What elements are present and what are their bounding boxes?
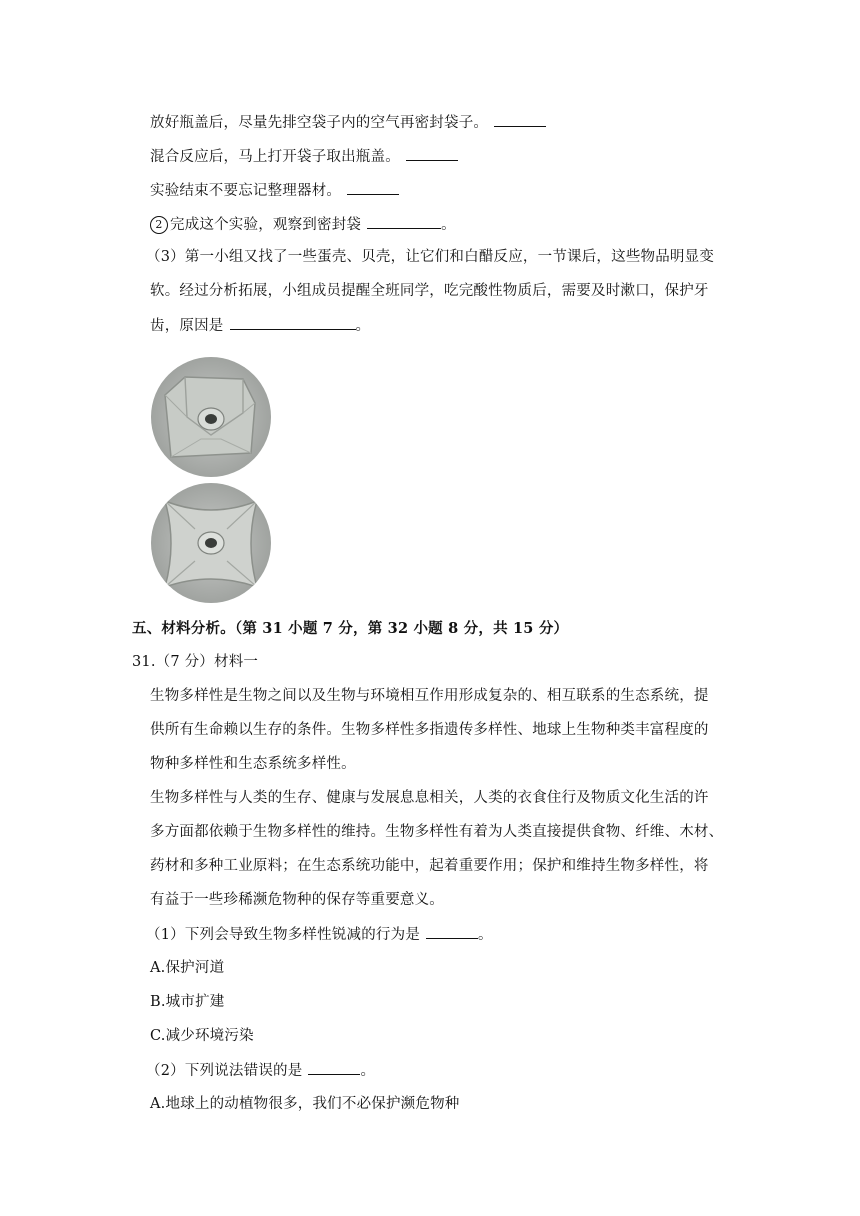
material-p2-line-2 (150, 822, 723, 842)
answer-blank-7[interactable] (308, 1060, 360, 1075)
option-2a[interactable] (150, 1094, 459, 1114)
material-p1-text-1: 生物多样性是生物之间以及生物与环境相互作用形成复杂的、相互联系的生态系统，提 (150, 688, 709, 704)
question-3-text-1: （3）第一小组又找了一些蛋壳、贝壳，让它们和白醋反应，一节课后，这些物品明显变 (146, 249, 715, 265)
sealed-bag-photo-2 (151, 483, 271, 603)
material-p2-text-1: 生物多样性与人类的生存、健康与发展息息相关，人类的衣食住行及物质文化生活的许 (150, 790, 709, 806)
question-3-line-1 (146, 247, 714, 267)
question-3-line-2 (150, 281, 709, 301)
question-3-text-2: 软。经过分析拓展，小组成员提醒全班同学，吃完酸性物质后，需要及时漱口，保护牙 (150, 283, 709, 299)
question-2-end: 。 (441, 217, 456, 233)
option-1b-text: B.城市扩建 (150, 994, 225, 1010)
instruction-text-3: 实验结束不要忘记整理器材。 (150, 183, 342, 199)
option-1a-text: A.保护河道 (150, 960, 225, 976)
material-p1-line-3 (150, 754, 356, 774)
instruction-line-3 (150, 180, 399, 201)
option-1a[interactable] (150, 958, 224, 978)
circled-number: 2 (150, 216, 168, 234)
subquestion-2-end: 。 (360, 1063, 376, 1079)
material-p1-text-3: 物种多样性和生态系统多样性。 (150, 756, 356, 772)
subquestion-1-text: （1）下列会导致生物多样性锐减的行为是 (146, 927, 421, 943)
answer-blank-2[interactable] (406, 146, 458, 161)
instruction-line-1 (150, 112, 546, 133)
question-2-line (150, 214, 456, 235)
instruction-text-1: 放好瓶盖后，尽量先排空袋子内的空气再密封袋子。 (150, 115, 489, 131)
option-1c[interactable] (150, 1026, 254, 1046)
section-5-title (132, 619, 568, 639)
material-p1-text-2: 供所有生命赖以生存的条件。生物多样性多指遗传多样性、地球上生物种类丰富程度的 (150, 722, 709, 738)
question-3-line-3 (150, 315, 370, 336)
section-5-title-text: 五、材料分析。（第 31 小题 7 分，第 32 小题 8 分，共 15 分） (132, 620, 569, 637)
question-3-text-3: 齿，原因是 (150, 318, 224, 334)
question-3-end: 。 (355, 318, 371, 334)
answer-blank-4[interactable] (367, 214, 441, 229)
material-p2-line-3 (150, 856, 709, 876)
answer-blank-5[interactable] (230, 315, 356, 330)
subquestion-1-end: 。 (478, 927, 493, 943)
answer-blank-3[interactable] (347, 180, 399, 195)
material-p1-line-2 (150, 720, 709, 740)
question-2-text: 完成这个实验，观察到密封袋 (170, 217, 362, 233)
subquestion-1 (146, 924, 493, 945)
material-p2-text-3: 药材和多种工业原料；在生态系统功能中，起着重要作用；保护和维持生物多样性，将 (150, 858, 709, 874)
subquestion-2 (146, 1060, 375, 1081)
option-2a-text: A.地球上的动植物很多，我们不必保护濒危物种 (150, 1096, 460, 1112)
instruction-line-2 (150, 146, 458, 167)
sealed-bag-photo-1 (151, 357, 271, 477)
material-p1-line-1 (150, 686, 709, 706)
material-p2-text-2: 多方面都依赖于生物多样性的维持。生物多样性有着为人类直接提供食物、纤维、木材、 (150, 824, 724, 840)
material-p2-text-4: 有益于一些珍稀濒危物种的保存等重要意义。 (150, 892, 444, 908)
question-31-head-text: 31.（7 分）材料一 (132, 654, 259, 670)
material-p2-line-1 (150, 788, 709, 808)
subquestion-2-text: （2）下列说法错误的是 (146, 1063, 303, 1079)
material-p2-line-4 (150, 890, 444, 910)
option-1c-text: C.减少环境污染 (150, 1028, 254, 1044)
question-31-head (132, 652, 258, 672)
instruction-text-2: 混合反应后，马上打开袋子取出瓶盖。 (150, 149, 400, 165)
answer-blank-6[interactable] (426, 924, 478, 939)
answer-blank-1[interactable] (494, 112, 546, 127)
option-1b[interactable] (150, 992, 224, 1012)
